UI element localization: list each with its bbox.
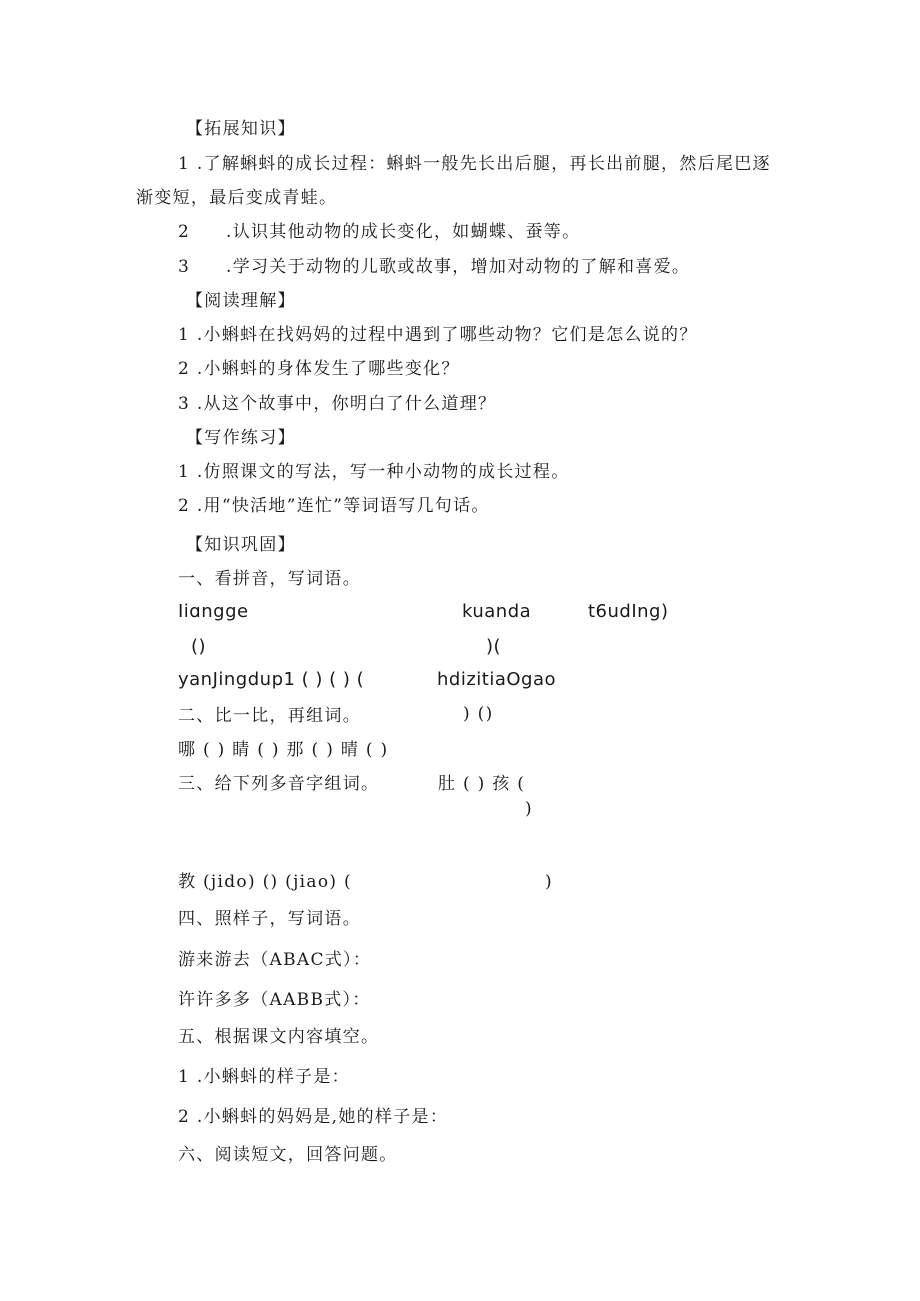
fill-blank-1: 1 .小蝌蚪的样子是： [178,1067,350,1087]
pattern-aabb: 许许多多（AABB式）： [178,990,371,1010]
pinyin-touding: t6udIng) [588,601,669,622]
polyphone-close-paren: ) [525,799,533,819]
polyphone-du-hai: 肚 ( ) 孩 ( [438,774,526,794]
extension-item-3-number: 3 [178,257,191,277]
exercise-5-title: 五、根据课文内容填空。 [178,1027,380,1047]
compare-words-row: 哪 ( ) 睛 ( ) 那 ( ) 晴 ( ) [178,740,389,760]
section-heading-consolidation: 【知识巩固】 [186,535,296,555]
exercise-2-paren: ) () [463,704,494,724]
pinyin-kuanda: kuanda [462,601,532,622]
section-heading-extension: 【拓展知识】 [186,119,296,139]
exercise-4-title: 四、照样子，写词语。 [178,909,361,929]
pinyin-liangge: Iiɑngge [178,601,249,622]
writing-item-1: 1 .仿照课文的写法，写一种小动物的成长过程。 [178,462,570,482]
exercise-1-title: 一、看拼音，写词语。 [178,569,361,589]
fill-blank-2: 2 .小蝌蚪的妈妈是,她的样子是： [178,1107,449,1127]
pinyin-haizi-tiaogao: hdizitiaOgao [437,669,557,690]
exercise-3-title: 三、给下列多音字组词。 [178,774,380,794]
writing-item-2: 2 .用“快活地”连忙”等词语写几句话。 [178,496,490,516]
reading-question-2: 2 .小蝌蚪的身体发生了哪些变化？ [178,359,460,379]
reading-question-3: 3 .从这个故事中，你明白了什么道理？ [178,394,497,414]
answer-blank-paren-left: () [191,636,207,657]
polyphone-jiao-close-paren: ) [545,872,553,892]
extension-item-1-line-2: 渐变短，最后变成青蛙。 [136,188,338,208]
extension-item-2-number: 2 [178,222,191,242]
section-heading-writing: 【写作练习】 [186,428,296,448]
section-heading-reading: 【阅读理解】 [186,291,296,311]
polyphone-jiao-row: 教 (jido) () (jiao) ( [178,872,352,892]
extension-item-2-text: .认识其他动物的成长变化，如蝴蝶、蚕等。 [226,222,581,242]
exercise-2-title: 二、比一比，再组词。 [178,706,361,726]
exercise-6-title: 六、阅读短文，回答问题。 [178,1145,398,1165]
answer-blank-paren-right: )( [486,636,502,657]
extension-item-1-line-1: 1 .了解蝌蚪的成长过程：蝌蚪一般先长出后腿，再长出前腿，然后尾巴逐 [178,154,771,174]
pinyin-yanjing-row: yanJingdup1 ( ) ( ) ( [178,669,365,690]
pattern-abac: 游来游去（ABAC式）： [178,950,372,970]
extension-item-3-text: .学习关于动物的儿歌或故事，增加对动物的了解和喜爱。 [226,257,691,277]
reading-question-1: 1 .小蝌蚪在找妈妈的过程中遇到了哪些动物？它们是怎么说的？ [178,325,698,345]
